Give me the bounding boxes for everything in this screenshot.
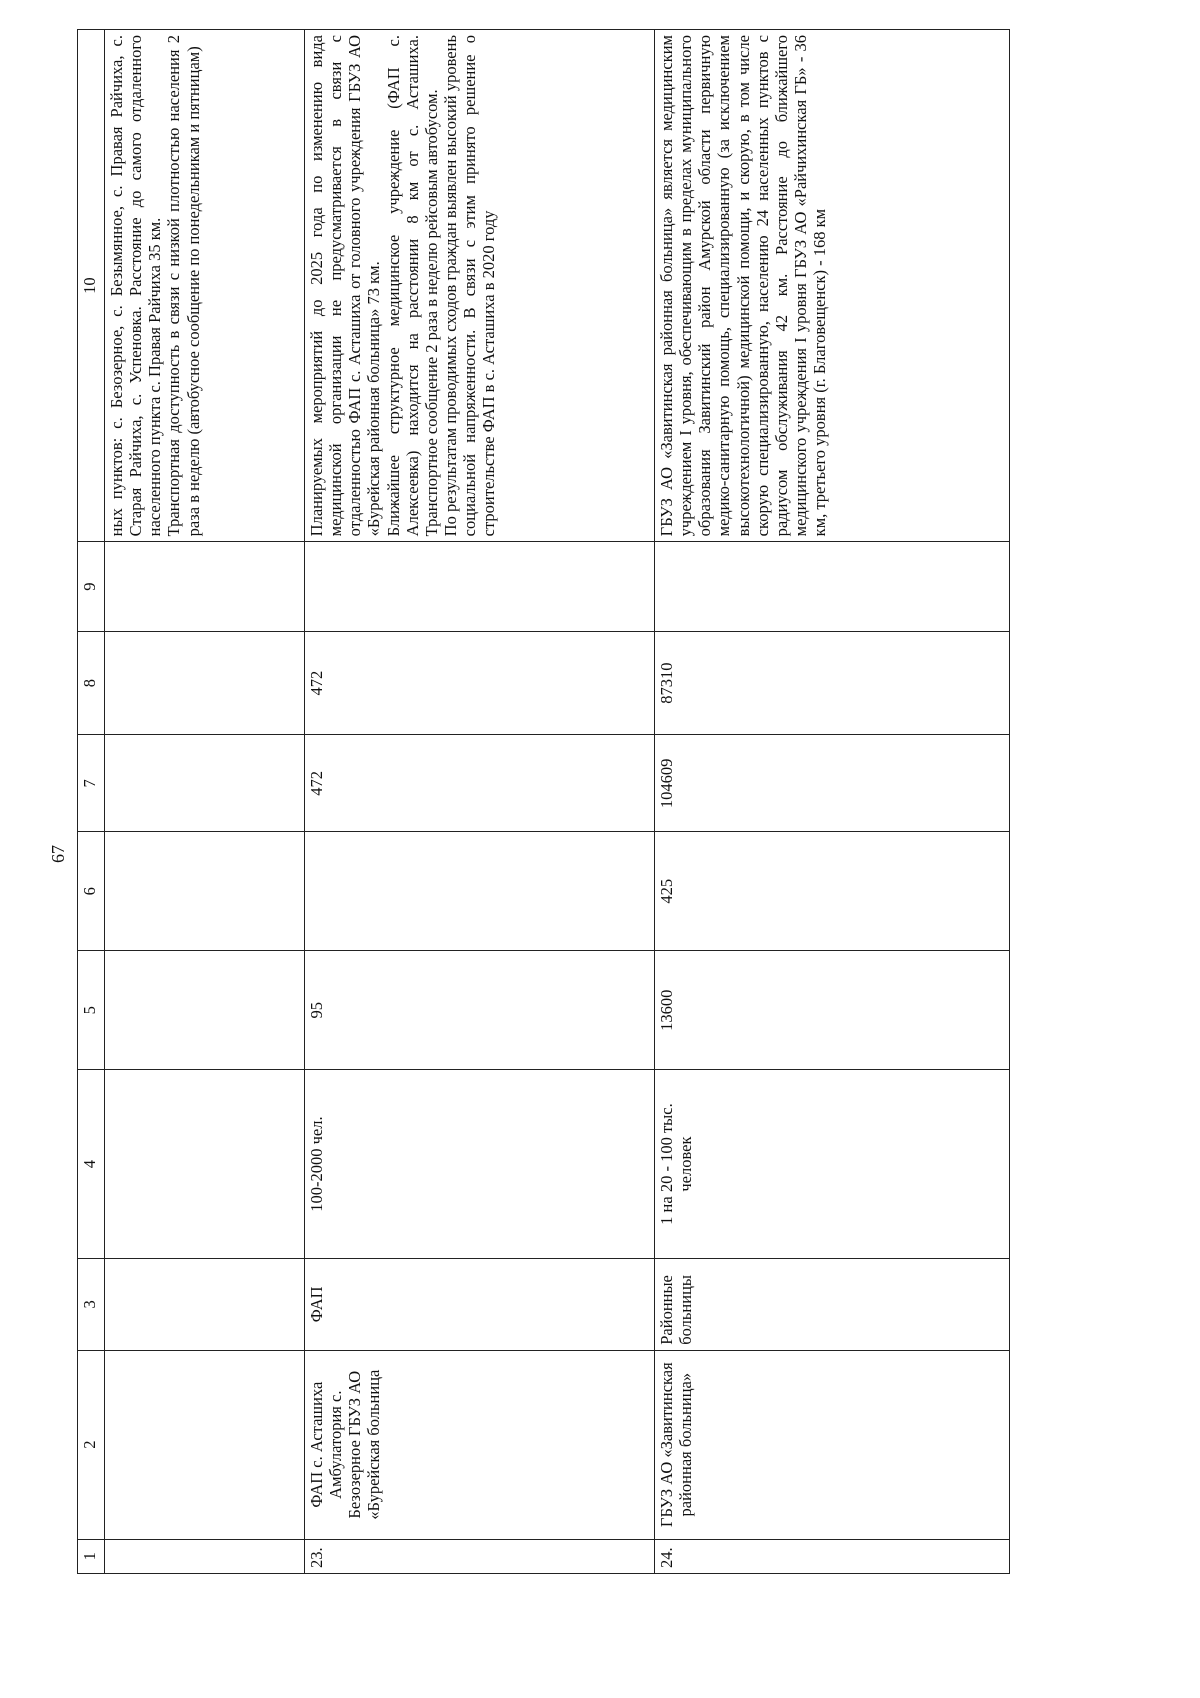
col-header-3: 3	[78, 1258, 105, 1350]
row-number	[105, 1539, 305, 1573]
value-col-8	[105, 632, 305, 735]
norm	[105, 1070, 305, 1259]
value-col-9	[105, 542, 305, 632]
value-col-5	[105, 951, 305, 1070]
value-col-9	[305, 542, 655, 632]
header-row	[78, 30, 105, 1574]
institution-name: ГБУЗ АО «Завитинская районная больница»	[655, 1350, 1010, 1539]
norm: 1 на 20 - 100 тыс. человек	[655, 1070, 1010, 1259]
institution-name: ФАП с. Асташиха Амбулатория с. Безозерное ГБУЗ АО «Бурейская больница	[305, 1350, 655, 1539]
value-col-8: 87310	[655, 632, 1010, 735]
row-number: 23.	[305, 1539, 655, 1573]
note-paragraph: Планируемых мероприятий до 2025 года по изменению вида медицинской организации не предусматривается в связи с отдаленностью ФАП с. Асташиха от головного учреждения ГБУЗ АО «Бурейская районная больница» 73 км.	[307, 35, 384, 537]
col-header-5: 5	[78, 951, 105, 1070]
notes-cell	[655, 30, 1010, 542]
value-col-7: 472	[305, 735, 655, 832]
data-table	[77, 29, 1010, 1574]
col-header-6: 6	[78, 832, 105, 951]
table-row-24	[655, 30, 1010, 1574]
notes-cell	[105, 30, 305, 542]
institution-type: Районные больницы	[655, 1258, 1010, 1350]
value-col-6	[305, 832, 655, 951]
institution-type: ФАП	[305, 1258, 655, 1350]
value-col-5: 13600	[655, 951, 1010, 1070]
row-number: 24.	[655, 1539, 1010, 1573]
value-col-6	[105, 832, 305, 951]
col-header-4: 4	[78, 1070, 105, 1259]
value-col-7	[105, 735, 305, 832]
col-header-8: 8	[78, 632, 105, 735]
table-row-23	[305, 30, 655, 1574]
col-header-9: 9	[78, 542, 105, 632]
norm: 100-2000 чел.	[305, 1070, 655, 1259]
note-paragraph: Ближайшее структурное медицинское учреждение (ФАП с. Алексеевка) находится на расстоянии 8 км от с. Асташиха. Транспортное сообщение 2 раза в неделю рейсовым автобусом.	[383, 35, 441, 537]
institution-type	[105, 1258, 305, 1350]
value-col-5: 95	[305, 951, 655, 1070]
value-col-6: 425	[655, 832, 1010, 951]
institution-name	[105, 1350, 305, 1539]
note-paragraph: ГБУЗ АО «Завитинская районная больница» является медицинским учреждением I уровня, обеспечивающим в пределах муниципального образования Завитинский район Амурской области первичную медико-санитарную помощь, специализированную (за исключением высокотехнологичной) медицинской помощи, и скорую, в том числе скорую специализированную, населению 24 населенных пунктов с радиусом обслуживания 42 км. Расстояние до ближайшего медицинского учреждения I уровня ГБУЗ АО «Райчихинская ГБ» - 36 км, третьего уровня (г. Благовещенск) - 168 км	[657, 35, 829, 537]
col-header-10: 10	[78, 30, 105, 542]
col-header-7: 7	[78, 735, 105, 832]
value-col-9	[655, 542, 1010, 632]
page-number: 67	[48, 845, 68, 863]
note-paragraph: ных пунктов: с. Безозерное, с. Безымянное, с. Правая Райчиха, с. Старая Райчиха, с. Успеновка. Расстояние до самого отдаленного населенного пункта с. Правая Райчиха 35 км.	[107, 35, 165, 537]
note-paragraph: Транспортная доступность в связи с низкой плотностью населения 2 раза в неделю (автобусное сообщение по понедельникам и пятницам)	[164, 35, 203, 537]
col-header-2: 2	[78, 1350, 105, 1539]
notes-cell	[305, 30, 655, 542]
table-row-continuation	[105, 30, 305, 1574]
value-col-7: 104609	[655, 735, 1010, 832]
value-col-8: 472	[305, 632, 655, 735]
note-paragraph: По результатам проводимых сходов граждан выявлен высокий уровень социальной напряженности. В связи с этим принято решение о строительстве ФАП в с. Асташиха в 2020 году	[440, 35, 499, 537]
col-header-1: 1	[78, 1539, 105, 1573]
